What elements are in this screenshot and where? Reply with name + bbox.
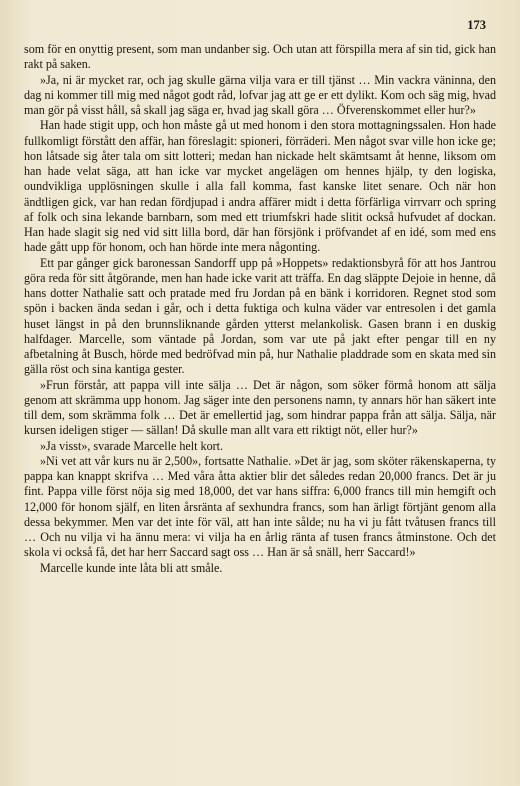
paragraph: Han hade stigit upp, och hon måste gå ut med honom i den stora mottagningssalen. Hon hade fullkomligt förstått den affär, han föreslagit: spioneri, förräderi. Men något svar ville hon icke ge; hon låtsade sig åter tala om sitt lotteri; medan han nickade helt skämtsamt åt henne, liksom om han hade velat säga, att han icke var mycket angelägen om hennes hjälp, ty den logiska, oundvikliga upplösningen skulle i alla fall komma, fast kanske litet senare. Och när hon ändtligen gick, var han redan fördjupad i andra affärer midt i detta förfärliga virrvarr och spring af folk och sina lekande barnbarn, som med ett triumfskri hade slitit också hufvudet af dockan. Han hade slagit sig ned vid sitt lilla bord, där han försjönk i pröfvandet af en idé, som med ens hade gått upp för honom, och han hörde inte mera någonting. bbox=[24, 118, 496, 255]
paragraph: Marcelle kunde inte låta bli att småle. bbox=[40, 560, 223, 575]
page-number: 173 bbox=[467, 18, 486, 32]
paragraph: som för en onyttig present, som man undanber sig. Och utan att förspilla mera af sin tid, gick han rakt på saken. bbox=[24, 42, 496, 72]
body-text bbox=[24, 42, 496, 576]
paragraph: »Ja visst», svarade Marcelle helt kort. bbox=[40, 438, 224, 453]
paragraph: »Frun förstår, att pappa vill inte sälja … Det är någon, som söker förmå honom att sälja genom att skrämma upp honom. Jag säger inte den personens namn, ty annars hör han säkert inte till dem, som skrämma folk … Det är emellertid jag, som hindrar pappa från att sälja. Sälja, när kursen ideligen stiger — sällan! Då skulle man allt vara ett riktigt nöt, eller hur?» bbox=[24, 377, 496, 438]
paragraph: Ett par gånger gick baronessan Sandorff upp på »Hoppets» redaktionsbyrå för att hos Jantrou göra reda för sitt åtgörande, men han hade icke varit att träffa. En dag släppte Dejoie in henne, då hans dotter Nathalie satt och pratade med fru Jordan på en bänk i korridoren. Regnet stod som spön i backen ända sedan i går, och i detta fuktiga och kulna väder var entresolen i det gamla huset längst in på den brunnsliknande gården ytterst melankolisk. Gasen brann i en duskig halfdager. Marcelle, som väntade på Jordan, som var ute på jakt efter pengar till en ny afbetalning åt Busch, hörde med bedröfvad min på, hur Nathalie pladdrade som en skata med sin gälla röst och sina kantiga gester. bbox=[24, 255, 496, 377]
paragraph: »Ni vet att vår kurs nu är 2,500», fortsatte Nathalie. »Det är jag, som sköter räkenskaperna, ty pappa kan knappt skrifva … Med våra åtta aktier blir det således redan 20,000 francs. Det är ju fint. Pappa ville först nöja sig med 18,000, det var hans siffra: 6,000 francs till min hemgift och 12,000 för honom själf, en liten årsränta af sexhundra francs, som han ärligt förtjänt genom alla dessa bekymmer. Men var det inte för väl, att han inte sålde; nu ha vi ju fått tvåtusen francs till … Och nu vilja vi ha ännu mera: vi vilja ha en årlig ränta af tusen francs åtminstone. Och det skola vi också få, det har herr Saccard sagt oss … Han är så snäll, herr Saccard!» bbox=[24, 453, 496, 560]
paragraph: »Ja, ni är mycket rar, och jag skulle gärna vilja vara er till tjänst … Min vackra väninna, den dag ni kommer till mig med något godt råd, lofvar jag att ge er ett dylikt. Kom och säg mig, hvad man gör på visst håll, så skall jag säga er, hvad jag skall göra … Öfverenskommet eller hur?» bbox=[24, 72, 496, 117]
